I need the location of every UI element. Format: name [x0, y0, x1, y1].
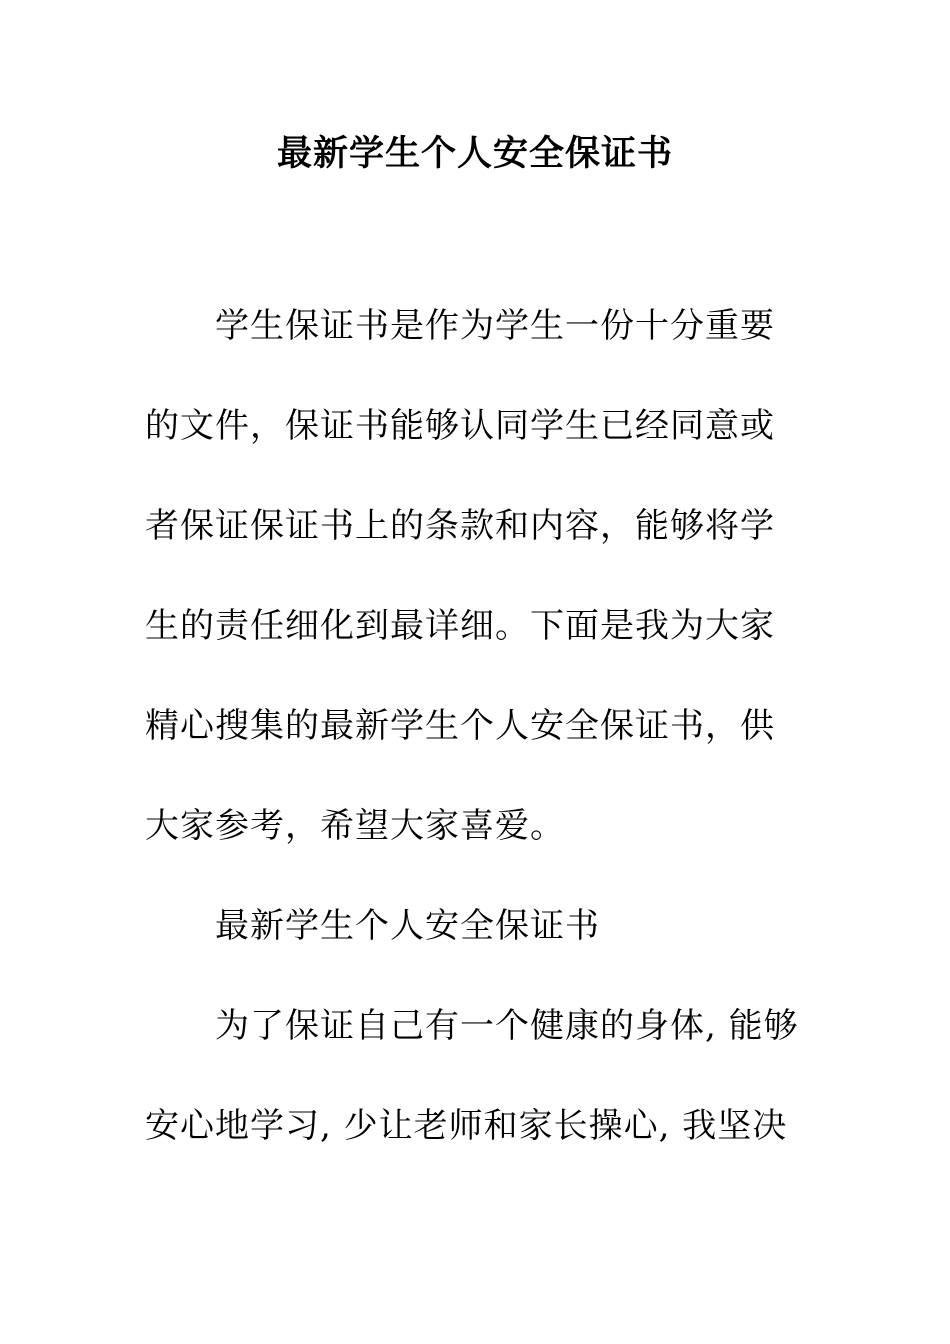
paragraph-line: 为了保证自己有一个健康的身体, 能够 — [215, 1006, 799, 1046]
paragraph-line: 学生保证书是作为学生一份十分重要 — [215, 306, 775, 346]
document-title: 最新学生个人安全保证书 — [276, 134, 673, 174]
paragraph-line: 的文件，保证书能够认同学生已经同意或 — [145, 406, 775, 446]
section-heading: 最新学生个人安全保证书 — [215, 906, 600, 946]
paragraph-line: 生的责任细化到最详细。下面是我为大家 — [145, 606, 775, 646]
document-body — [145, 300, 805, 1200]
paragraph-line: 安心地学习, 少让老师和家长操心, 我坚决 — [145, 1106, 788, 1146]
paragraph-line: 者保证保证书上的条款和内容，能够将学 — [145, 506, 775, 546]
paragraph-line: 精心搜集的最新学生个人安全保证书，供 — [145, 706, 775, 746]
paragraph-line: 大家参考，希望大家喜爱。 — [145, 806, 565, 846]
